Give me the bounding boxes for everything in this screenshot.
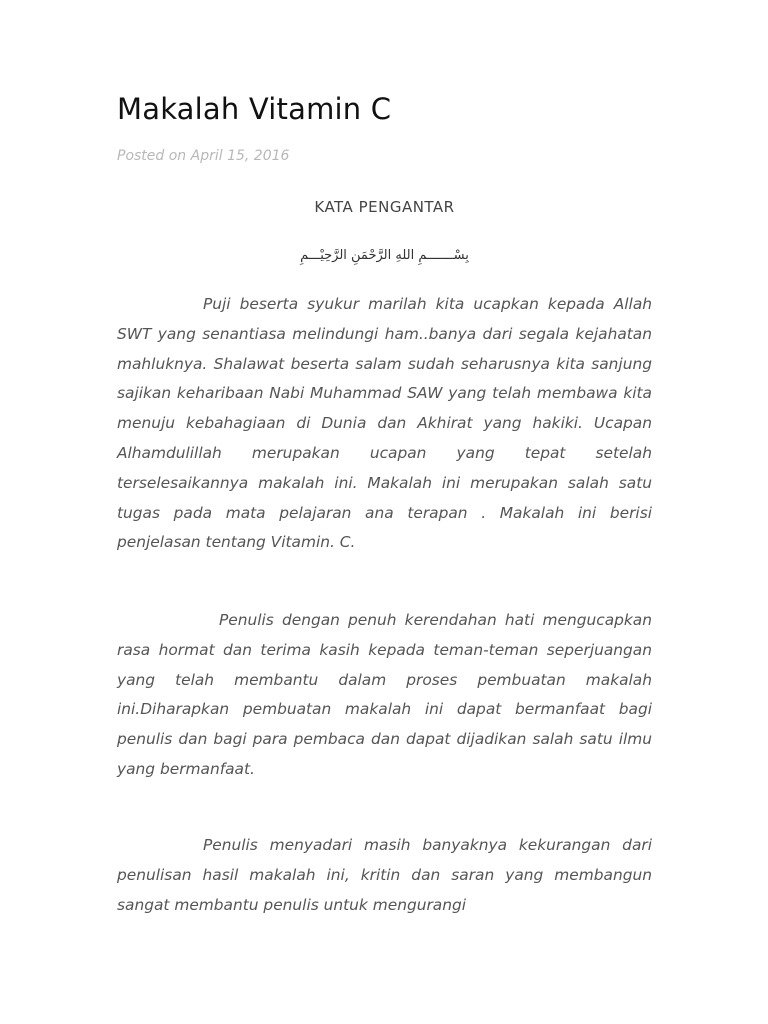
paragraph-2: Penulis dengan penuh kerendahan hati mengucapkan rasa hormat dan terima kasih kepada teman-teman seperjuangan yang telah membantu dalam proses pembuatan makalah ini.Diharapkan pembuatan makalah ini dapat bermanfaat bagi penulis dan bagi para pembaca dan dapat dijadikan salah satu ilmu yang bermanfaat. [117, 611, 652, 778]
paragraph-3: Penulis menyadari masih banyaknya kekurangan dari penulisan hasil makalah ini, kritin dan saran yang membangun sangat membantu penulis untuk mengurangi [117, 836, 652, 914]
paragraph-1: Puji beserta syukur marilah kita ucapkan kepada Allah SWT yang senantiasa melindungi ham..banya dari segala kejahatan mahluknya. Shalawat beserta salam sudah seharusnya kita sanjung sajikan keharibaan Nabi Muhammad SAW yang telah membawa kita menuju kebahagiaan di Dunia dan Akhirat yang hakiki. Ucapan Alhamdulillah merupakan ucapan yang tepat setelah terselesaikannya makalah ini. Makalah ini merupakan salah satu tugas pada mata pelajaran ana terapan . Makalah ini berisi penjelasan tentang Vitamin. C. [117, 295, 652, 552]
post-title: Makalah Vitamin C [117, 92, 392, 126]
basmala-text: بِسْـــــــمِ اللهِ الرَّحْمَنِ الرَّحِيْـــمِ [300, 248, 469, 263]
post-date: Posted on April 15, 2016 [117, 148, 290, 164]
section-heading: KATA PENGANTAR [314, 198, 455, 216]
